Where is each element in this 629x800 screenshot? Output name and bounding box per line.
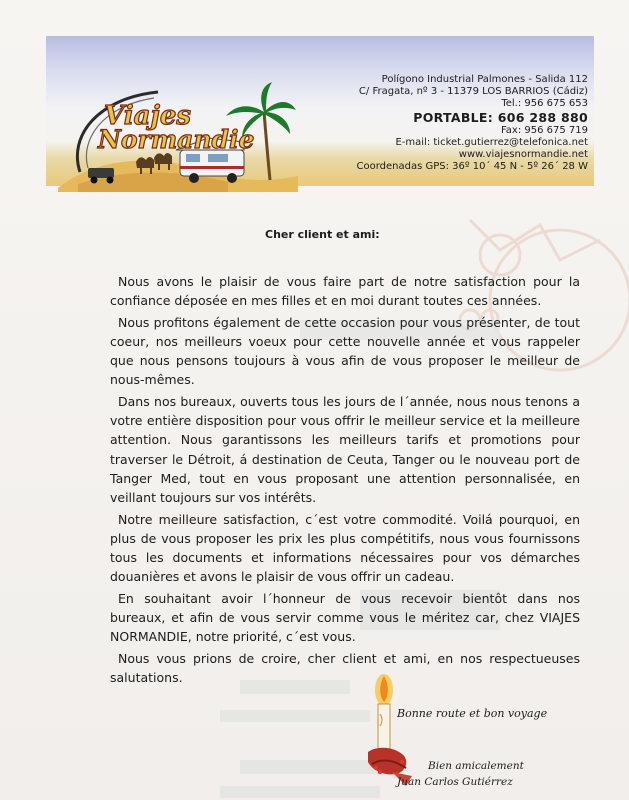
- telephone: Tel.: 956 675 653: [501, 98, 588, 110]
- fax: Fax: 956 675 719: [500, 124, 588, 136]
- paragraph: Dans nos bureaux, ouverts tous les jours de l´année, nous nous tenons a votre entière disposition pour vous offrir le meilleur service et la meilleure attention. Nous garantissons les meilleurs tarifs et promotions pour traverser le Détroit, á destination de Ceuta, Tanger ou le nouveau port de Tanger Med, tout en vous proposant une attention personnalisée, en veillant toujours sur vos intérêts.: [110, 393, 580, 506]
- contact-block: [288, 74, 588, 173]
- address-line-1: Polígono Industrial Palmones - Salida 112: [381, 74, 588, 85]
- paragraph: Nous avons le plaisir de vous faire part de notre satisfaction pour la confiance déposée en mes filles et en moi durant toutes ces années.: [110, 274, 580, 309]
- letter-greeting: Cher client et ami:: [265, 228, 380, 241]
- website: www.viajesnormandie.net: [458, 149, 588, 161]
- svg-text:Viajes: Viajes: [104, 101, 192, 131]
- paragraph: En souhaitant avoir l´honneur de vous recevoir bientôt dans nos bureaux, et afin de vous servir comme vous le méritez car, chez VIAJES NORMANDIE, notre priorité, c´est vous.: [110, 590, 580, 645]
- signature-name: Juan Carlos Gutiérrez: [397, 776, 513, 788]
- svg-text:Normandie: Normandie: [98, 125, 255, 154]
- letterhead: [46, 36, 594, 192]
- paragraph: Nous profitons également de cette occasion pour vous présenter, de tout coeur, nos meilleurs voeux pour cette nouvelle année et vous rappeler que nous pensons toujours à vous afin de vous proposer le meilleur de nous-mêmes.: [110, 314, 580, 388]
- paragraph: Notre meilleure satisfaction, c´est votre commodité. Voilá pourquoi, en plus de vous proposer les prix les plus compétitifs, nous vous fournissons tous les documents et informations nécessaires pour vos démarches douanières et avons le plaisir de vous offrir un cadeau.: [110, 511, 580, 585]
- email: E-mail: ticket.gutierrez@telefonica.net: [395, 136, 588, 148]
- letter-body: [110, 272, 580, 689]
- closing-salutation: Bien amicalement: [428, 760, 524, 772]
- gps-coordinates: Coordenadas GPS: 36º 10´ 45 N - 5º 26´ 28 W: [356, 161, 588, 173]
- mobile-phone: PORTABLE: 606 288 880: [413, 109, 588, 125]
- paragraph: Nous vous prions de croire, cher client et ami, en nos respectueuses salutations.: [110, 650, 580, 685]
- address-line-2: C/ Fragata, nº 3 - 11379 LOS BARRIOS (Cádiz): [358, 86, 588, 98]
- closing-wish: Bonne route et bon voyage: [397, 707, 548, 720]
- viajes-normandie-logo: [58, 76, 298, 192]
